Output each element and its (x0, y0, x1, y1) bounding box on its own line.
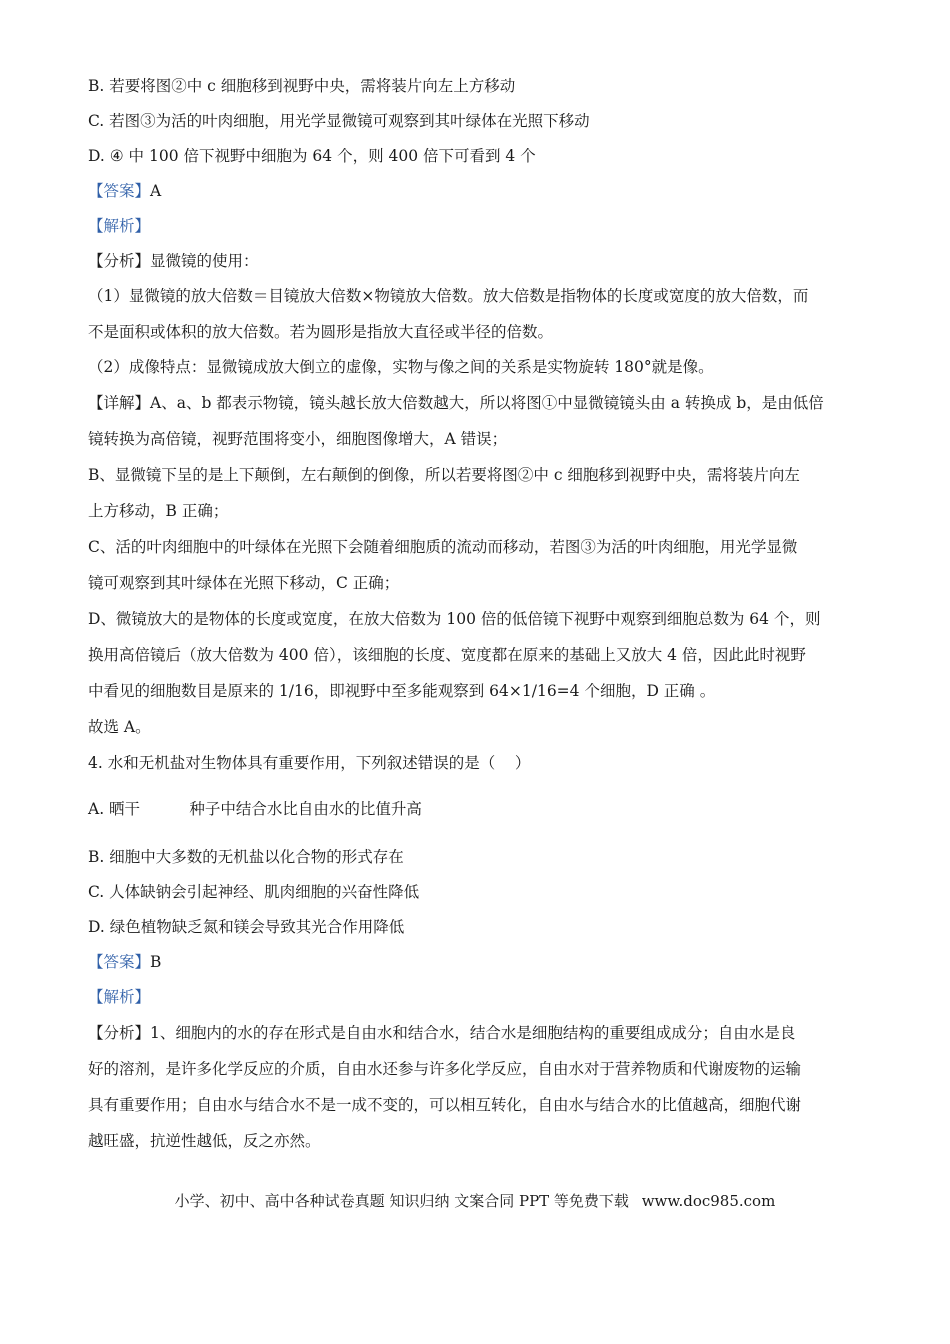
line-text: 镜可观察到其叶绿体在光照下移动，C 正确； (88, 574, 400, 592)
line-text: 显微镜的使用： (150, 252, 259, 270)
section-prefix: 【分析】 (88, 1024, 151, 1042)
line-text: 4. 水和无机盐对生物体具有重要作用，下列叙述错误的是（ ） (88, 754, 531, 772)
text-line (88, 680, 890, 702)
text-line (88, 145, 890, 167)
line-text: 具有重要作用；自由水与结合水不是一成不变的，可以相互转化，自由水与结合水的比值越高，细胞代谢 (88, 1096, 802, 1114)
section-tag: 【解析】 (88, 217, 151, 235)
line-text: 不是面积或体积的放大倍数。若为圆形是指放大直径或半径的倍数。 (88, 323, 554, 341)
line-text: A. 晒干 种子中结合水比自由水的比值升高 (88, 800, 422, 818)
text-line (88, 250, 890, 272)
section-tag: 【答案】 (88, 953, 151, 971)
text-line (88, 536, 890, 558)
section-tag: 【解析】 (88, 988, 151, 1006)
line-text: 镜转换为高倍镜，视野范围将变小，细胞图像增大，A 错误； (88, 430, 508, 448)
page-footer (0, 1190, 950, 1211)
text-line (88, 1130, 890, 1152)
section-tag: 【答案】 (88, 182, 151, 200)
text-line (88, 608, 890, 630)
line-text: D. ④ 中 100 倍下视野中细胞为 64 个，则 400 倍下可看到 4 个 (88, 147, 536, 165)
text-line (88, 572, 890, 594)
text-line (88, 321, 890, 343)
text-line (88, 916, 890, 938)
line-text: B. 细胞中大多数的无机盐以化合物的形式存在 (88, 848, 404, 866)
text-line (88, 881, 890, 903)
text-line (88, 285, 890, 307)
text-line (88, 75, 890, 97)
line-text: 故选 A。 (88, 718, 151, 736)
text-line (88, 428, 890, 450)
text-line (88, 110, 890, 132)
text-line (88, 180, 890, 202)
line-text: C. 人体缺钠会引起神经、肌肉细胞的兴奋性降低 (88, 883, 420, 901)
line-text: A、a、b 都表示物镜，镜头越长放大倍数越大，所以将图①中显微镜镜头由 a 转换成 b，是由低倍 (150, 394, 824, 412)
text-line (88, 951, 890, 973)
footer-url: www.doc985.com (641, 1192, 776, 1210)
text-line (88, 986, 890, 1008)
line-text: B、显微镜下呈的是上下颠倒，左右颠倒的倒像，所以若要将图②中 c 细胞移到视野中央，需将装片向左 (88, 466, 800, 484)
line-text: 上方移动，B 正确； (88, 502, 229, 520)
line-text: （1）显微镜的放大倍数＝目镜放大倍数×物镜放大倍数。放大倍数是指物体的长度或宽度的放大倍数，而 (88, 287, 809, 305)
text-line (88, 356, 890, 378)
text-line (88, 716, 890, 738)
text-line (88, 500, 890, 522)
section-prefix: 【分析】 (88, 252, 151, 270)
line-text: A (150, 182, 162, 200)
line-text: D. 绿色植物缺乏氮和镁会导致其光合作用降低 (88, 918, 405, 936)
section-prefix: 【详解】 (88, 394, 151, 412)
text-line (88, 1058, 890, 1080)
text-line (88, 644, 890, 666)
line-text: 越旺盛，抗逆性越低，反之亦然。 (88, 1132, 321, 1150)
line-text: C、活的叶肉细胞中的叶绿体在光照下会随着细胞质的流动而移动，若图③为活的叶肉细胞，用光学显微 (88, 538, 798, 556)
text-line (88, 464, 890, 486)
text-line (88, 752, 890, 774)
line-text: D、微镜放大的是物体的长度或宽度，在放大倍数为 100 倍的低倍镜下视野中观察到细胞总数为 64 个，则 (88, 610, 821, 628)
text-line (88, 215, 890, 237)
line-text: B. 若要将图②中 c 细胞移到视野中央，需将装片向左上方移动 (88, 77, 516, 95)
line-text: 1、细胞内的水的存在形式是自由水和结合水，结合水是细胞结构的重要组成成分；自由水是良 (150, 1024, 796, 1042)
line-text: （2）成像特点：显微镜成放大倒立的虚像，实物与像之间的关系是实物旋转 180°就是像。 (88, 358, 714, 376)
text-line (88, 798, 890, 820)
text-line (88, 1022, 890, 1044)
line-text: B (150, 953, 162, 971)
text-line (88, 392, 890, 414)
text-line (88, 1094, 890, 1116)
line-text: 中看见的细胞数目是原来的 1/16，即视野中至多能观察到 64×1/16=4 个细胞，D 正确 。 (88, 682, 716, 700)
line-text: 好的溶剂，是许多化学反应的介质，自由水还参与许多化学反应，自由水对于营养物质和代谢废物的运输 (88, 1060, 802, 1078)
footer-text: 小学、初中、高中各种试卷真题 知识归纳 文案合同 PPT 等免费下载 (174, 1192, 629, 1210)
line-text: C. 若图③为活的叶肉细胞，用光学显微镜可观察到其叶绿体在光照下移动 (88, 112, 590, 130)
text-line (88, 846, 890, 868)
line-text: 换用高倍镜后（放大倍数为 400 倍），该细胞的长度、宽度都在原来的基础上又放大 4 倍，因此此时视野 (88, 646, 806, 664)
